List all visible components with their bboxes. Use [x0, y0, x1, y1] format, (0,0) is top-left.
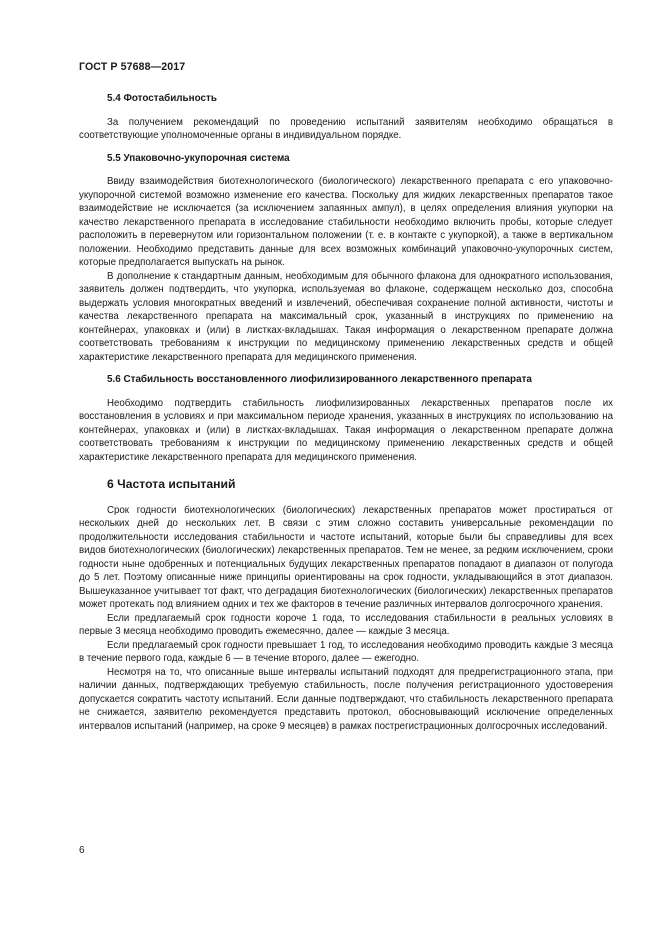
- section-5-6: [79, 373, 613, 464]
- section-title: 5.6 Стабильность восстановленного лиофилизированного лекарственного препарата: [107, 374, 532, 385]
- section-title: 5.4 Фотостабильность: [107, 93, 217, 104]
- chapter-6: [79, 478, 613, 733]
- paragraph: Если предлагаемый срок годности короче 1 года, то исследования стабильности в реальных условиях в первые 3 месяца необходимо проводить ежемесячно, далее — каждые 3 месяца.: [79, 612, 613, 637]
- paragraph: В дополнение к стандартным данным, необходимым для обычного флакона для однократного использования, заявитель должен подтвердить, что укупорка, используемая во флаконе, содержащем несколько доз, способна выдержать условия многократных введений и извлечений, обеспечивая сохранение полной активности, чистоты и качества лекарственного препарата на максимальный срок, указанный в инструкциях по применению на контейнерах, упаковках и (или) в листках-вкладышах. Такая информация о лекарственном препарате должна соответствовать требованиям к инструкции по медицинскому применению лекарственных средств и общей характеристике лекарственного препарата для медицинского применения.: [79, 270, 613, 363]
- paragraph: Срок годности биотехнологических (биологических) лекарственных препаратов может простираться от нескольких дней до нескольких лет. В связи с этим сложно составить универсальные рекомендации по продолжительности исследования стабильности и частоте испытаний, которые были бы справедливы для всех видов биотехнологических (биологических) лекарственных препаратов. Тем не менее, за редким исключением, сроки годности ныне одобренных и потенциальных будущих лекарственных препаратов попадают в диапазон от полугода до 5 лет. Поэтому описанные ниже принципы ориентированы на срок годности, укладывающийся в этот диапазон. Вышеуказанное учитывает тот факт, что деградация биотехнологических (биологических) лекарственных препаратов может протекать под влиянием одних и тех же факторов в течение различных интервалов долгосрочного хранения.: [79, 504, 613, 610]
- paragraph: Необходимо подтвердить стабильность лиофилизированных лекарственных препаратов после их восстановления в условиях и при максимальном периоде хранения, указанных в инструкциях по использованию на контейнерах, упаковках и (или) в листках-вкладышах. Такая информация о лекарственном препарате должна соответствовать требованиям к инструкции по медицинскому применению лекарственных средств и общей характеристике лекарственного препарата для медицинского применения.: [79, 397, 613, 463]
- section-5-5: [79, 152, 613, 365]
- section-title: 5.5 Упаковочно-укупорочная система: [107, 152, 290, 164]
- page-content: [79, 92, 613, 733]
- document-header: ГОСТ Р 57688—2017: [79, 61, 186, 73]
- section-5-4: [79, 92, 613, 143]
- chapter-title: 6 Частота испытаний: [107, 477, 236, 491]
- paragraph: За получением рекомендаций по проведению испытаний заявителям необходимо обращаться в соответствующие уполномоченные органы в индивидуальном порядке.: [79, 116, 613, 141]
- page-number: 6: [79, 845, 85, 856]
- paragraph: Ввиду взаимодействия биотехнологического (биологического) лекарственного препарата с его упаковочно-укупорочной системой возможно изменение его качества. Поскольку для жидких лекарственных препаратов такое взаимодействие не исключается (за исключением запаянных ампул), в целях определения влияния укупорки на качество лекарственного препарата в исследование стабильности необходимо включить пробы, которые следует расположить в перевернутом или горизонтальном положении (т. е. в контакте с укупоркой), а также в вертикальном положении. Необходимо представить данные для всех возможных комбинаций упаковочно-укупорочных систем, которые предполагается выпускать на рынок.: [79, 176, 613, 268]
- paragraph: Если предлагаемый срок годности превышает 1 год, то исследования необходимо проводить каждые 3 месяца в течение первого года, каждые 6 — в течение второго, далее — ежегодно.: [79, 639, 613, 664]
- paragraph: Несмотря на то, что описанные выше интервалы испытаний подходят для предрегистрационного этапа, при наличии данных, подтверждающих требуемую стабильность, после получения регистрационного удостоверения допускается сократить частоту испытаний. Если данные подтверждают, что стабильность лекарственного препарата не снижается, заявителю рекомендуется представить протокол, обосновывающий исключение определенных интервалов испытаний (например, на сроке 9 месяцев) в рамках пострегистрационных долгосрочных исследований.: [79, 666, 613, 732]
